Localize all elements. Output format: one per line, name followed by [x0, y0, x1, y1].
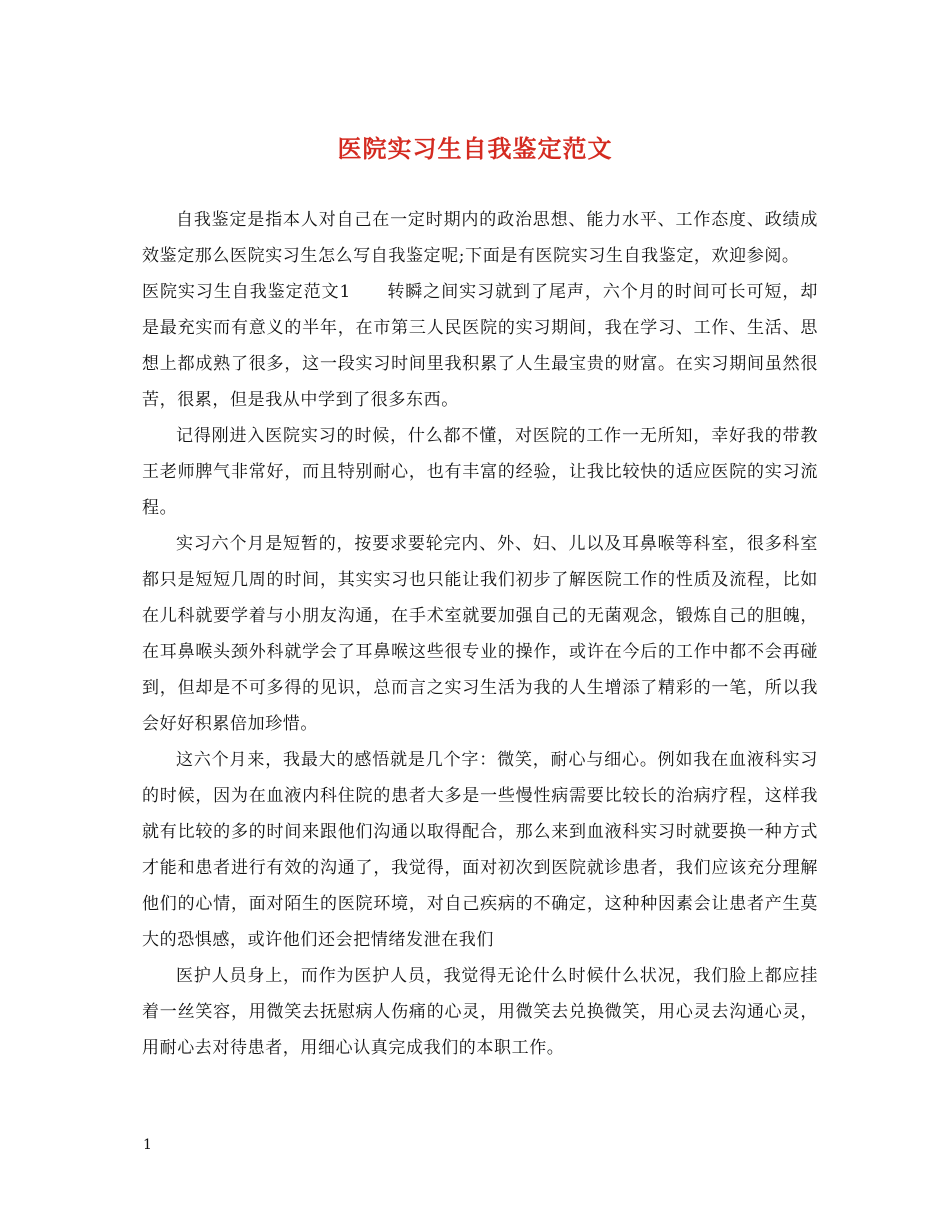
paragraph-4: 这六个月来，我最大的感悟就是几个字：微笑，耐心与细心。例如我在血液科实习的时候，因为在血液内科住院的患者大多是一些慢性病需要比较长的治病疗程，这样我就有比较的多的时间来跟他们沟通以取得配合，那么来到血液科实习时就要换一种方式才能和患者进行有效的沟通了，我觉得，面对初次到医院就诊患者，我们应该充分理解他们的心情，面对陌生的医院环境，对自己疾病的不确定，这种种因素会让患者产生莫大的恐惧感，或许他们还会把情绪发泄在我们: [142, 750, 818, 950]
page-title: 医院实习生自我鉴定范文: [337, 134, 613, 163]
paragraph-text: 转瞬之间实习就到了尾声，六个月的时间可长可短，却是最充实而有意义的半年，在市第三人民医院的实习期间，我在学习、工作、生活、思想上都成熟了很多，这一段实习时间里我积累了人生最宝贵的财富。在实习期间虽然很苦，很累，但是我从中学到了很多东西。: [142, 282, 818, 410]
paragraph-3: 实习六个月是短暂的，按要求要轮完内、外、妇、儿以及耳鼻喉等科室，很多科室都只是短短几周的时间，其实实习也只能让我们初步了解医院工作的性质及流程，比如在儿科就要学着与小朋友沟通，在手术室就要加强自己的无菌观念，锻炼自己的胆魄，在耳鼻喉头颈外科就学会了耳鼻喉这些很专业的操作，或许在今后的工作中都不会再碰到，但却是不可多得的见识，总而言之实习生活为我的人生增添了精彩的一笔，所以我会好好积累倍加珍惜。: [142, 534, 818, 734]
section-paragraph-1: [142, 274, 818, 418]
intro-paragraph: 自我鉴定是指本人对自己在一定时期内的政治思想、能力水平、工作态度、政绩成效鉴定那么医院实习生怎么写自我鉴定呢;下面是有医院实习生自我鉴定，欢迎参阅。: [142, 210, 818, 266]
document-body: [142, 202, 818, 1066]
section-heading: 医院实习生自我鉴定范文1: [142, 282, 351, 302]
paragraph-5: 医护人员身上，而作为医护人员，我觉得无论什么时候什么状况，我们脸上都应挂着一丝笑容，用微笑去抚慰病人伤痛的心灵，用微笑去兑换微笑，用心灵去沟通心灵，用耐心去对待患者，用细心认真完成我们的本职工作。: [142, 966, 818, 1058]
page-number: 1: [143, 1137, 152, 1153]
paragraph-2: 记得刚进入医院实习的时候，什么都不懂，对医院的工作一无所知，幸好我的带教王老师脾气非常好，而且特别耐心，也有丰富的经验，让我比较快的适应医院的实习流程。: [142, 426, 818, 518]
